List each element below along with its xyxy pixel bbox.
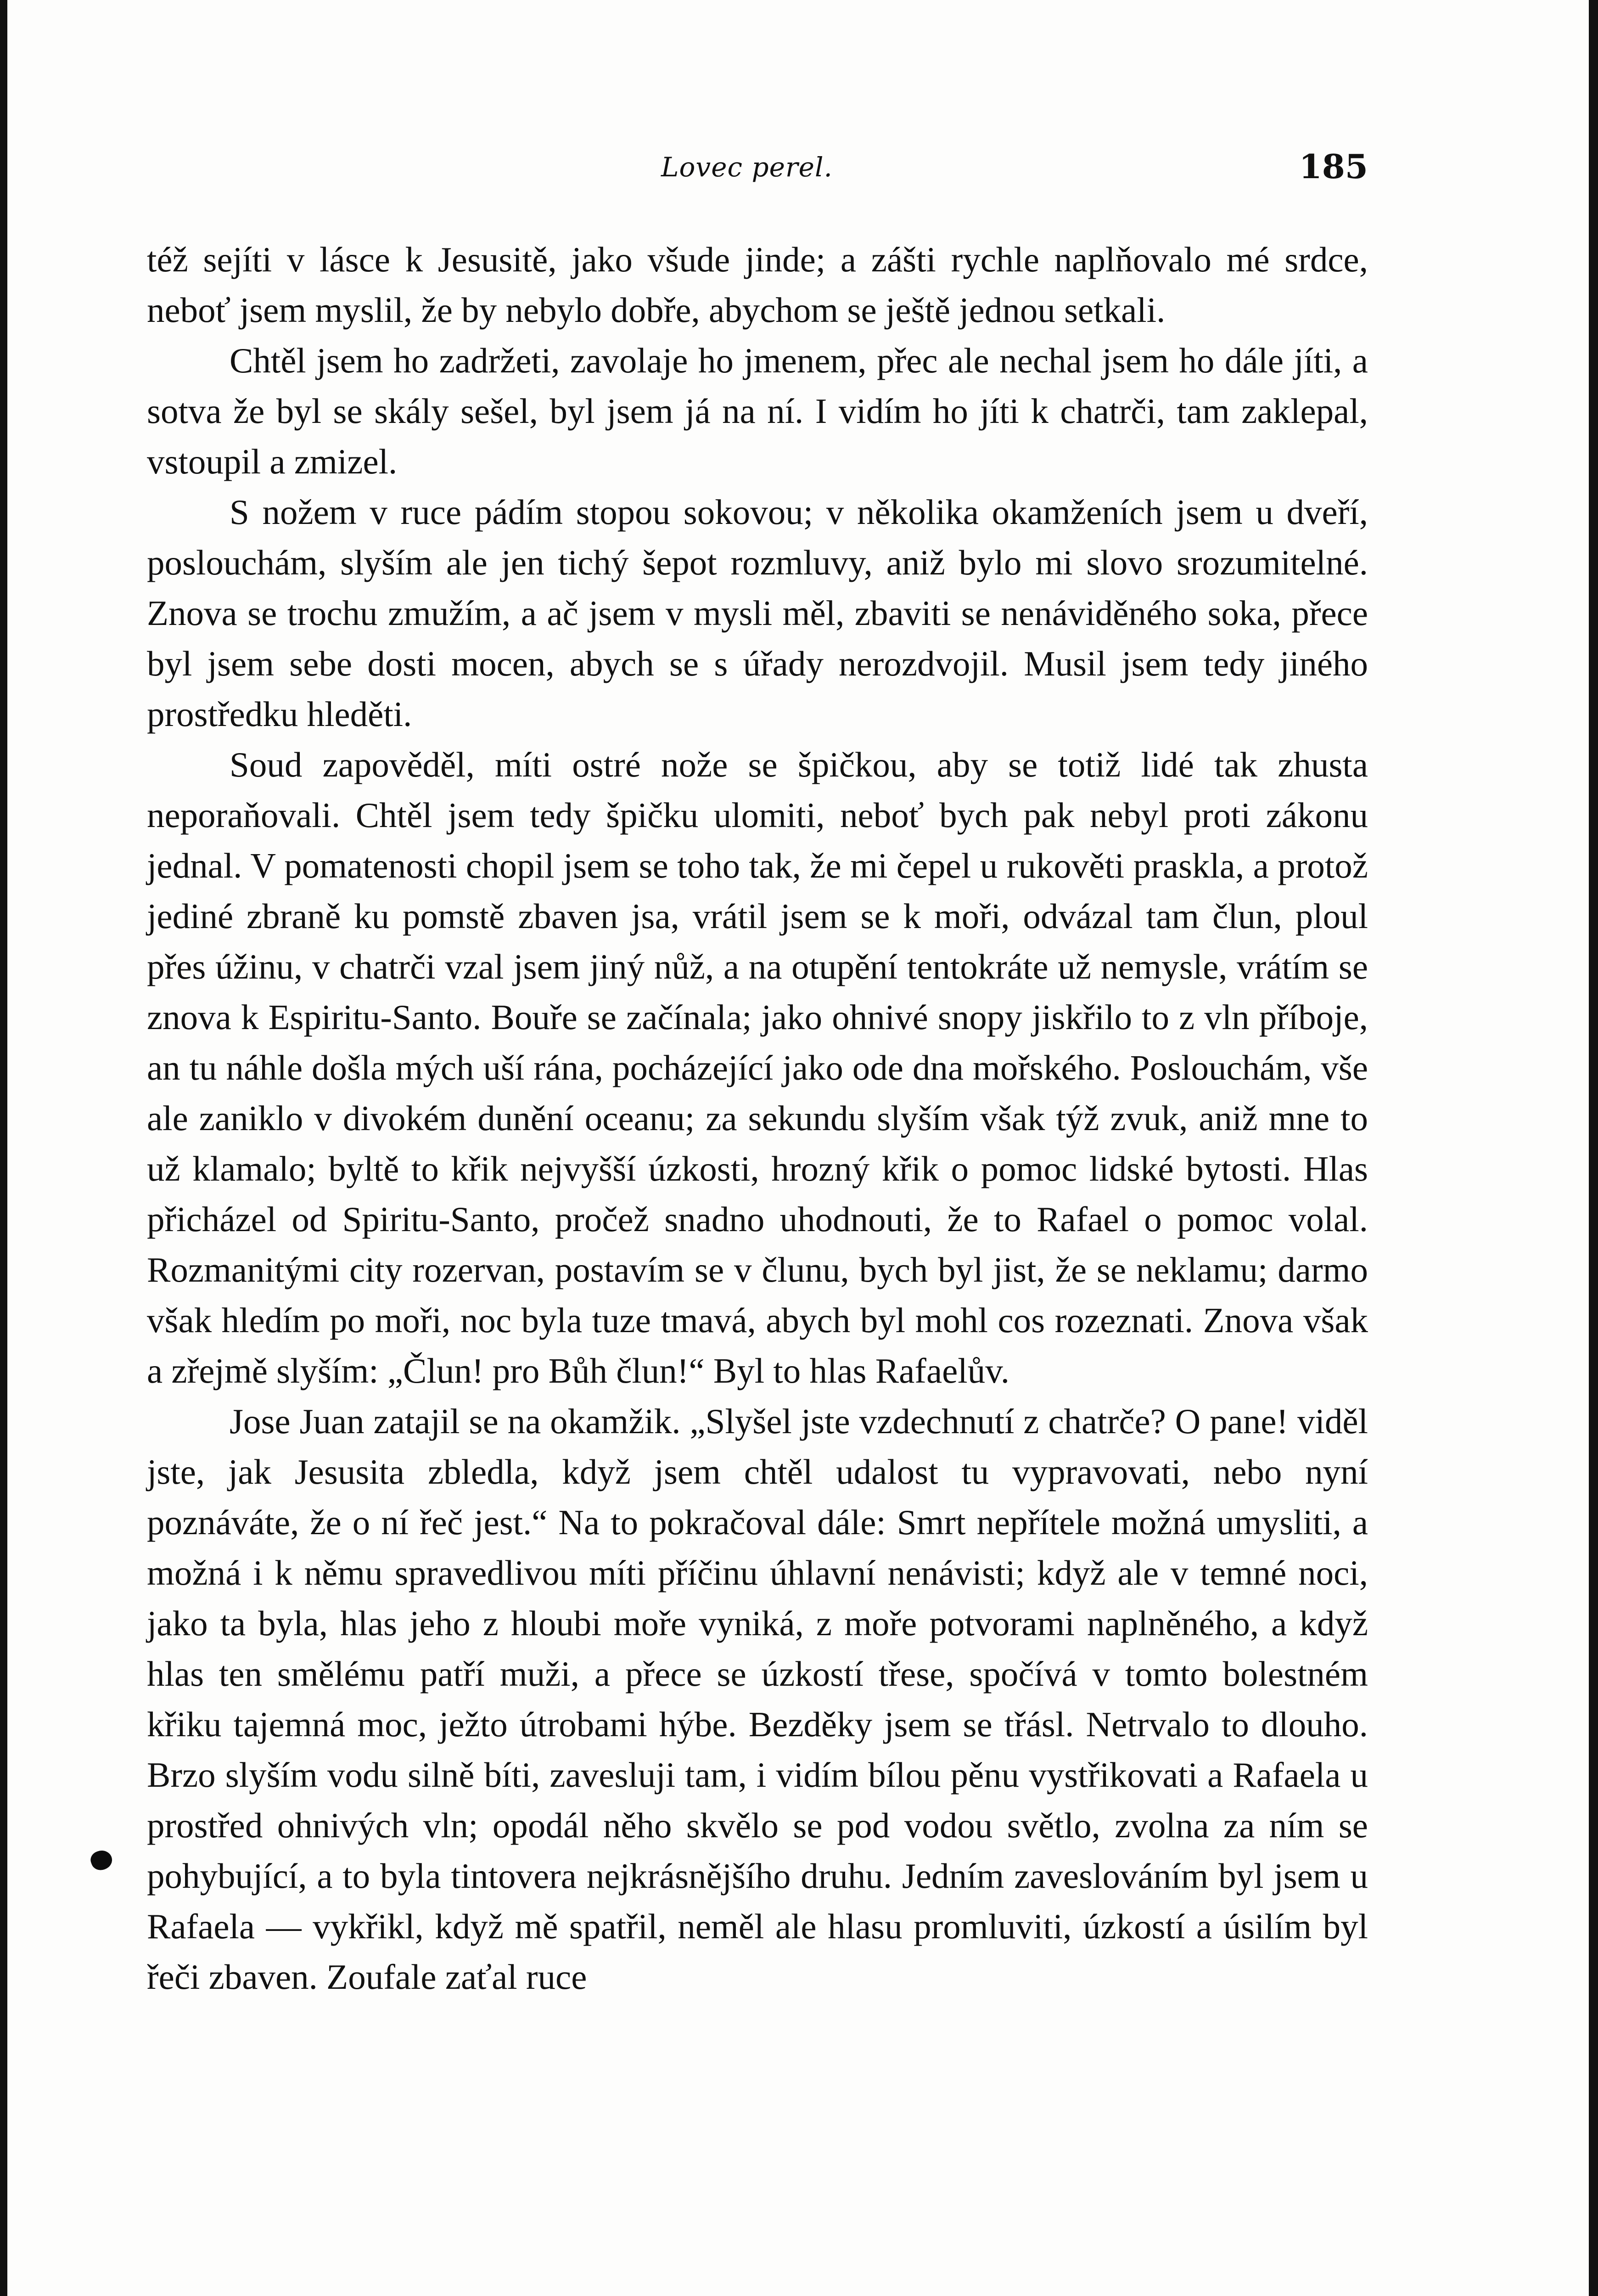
ink-blot-mark <box>88 1847 115 1873</box>
page-header <box>147 147 1368 202</box>
paragraph: Jose Juan zatajil se na okamžik. „Slyšel jste vzdechnutí z chatrče? O pane! viděl jste, jak Jesusita zbledla, když jsem chtěl udalost tu vypravovati, nebo nyní poznáváte, že o ní řeč jest.“ Na to pokračoval dále: Smrt nepřítele možná umysliti, a možná i k němu spravedlivou míti příčinu úhlavní nenávisti; když ale v temné noci, jako ta byla, hlas jeho z hloubi moře vyniká, z moře potvorami naplněného, a když hlas ten smělému patří muži, a přece se úzkostí třese, spočívá v tomto bolestném křiku tajemná moc, ježto útrobami hýbe. Bezděky jsem se třásl. Netrvalo to dlouho. Brzo slyším vodu silně bíti, zavesluji tam, i vidím bílou pěnu vystřikovati a Rafaela u prostřed ohnivých vln; opodál něho skvělo se pod vodou světlo, zvolna za ním se pohybující, a to byla tintovera nejkrásnějšího druhu. Jedním zaveslováním byl jsem u Rafaela — vykřikl, když mě spatřil, neměl ale hlasu promluviti, úzkostí a úsilím byl řeči zbaven. Zoufale zaťal ruce <box>147 1401 1368 1997</box>
scan-left-border <box>0 0 7 2296</box>
paragraph-continuation: též sejíti v lásce k Jesusitě, jako všude jinde; a zášti rychle naplňovalo mé srdce, neboť jsem myslil, že by nebylo dobře, abychom se ještě jednou setkali. <box>147 240 1368 330</box>
paragraph: Soud zapověděl, míti ostré nože se špičkou, aby se totiž lidé tak zhusta neporaňovali. Chtěl jsem tedy špičku ulomiti, neboť bych pak nebyl proti zákonu jednal. V pomatenosti chopil jsem se toho tak, že mi čepel u rukověti praskla, a protož jediné zbraně ku pomstě zbaven jsa, vrátil jsem se k moři, odvázal tam člun, ploul přes úžinu, v chatrči vzal jsem jiný nůž, a na otupění tentokráte už nemysle, vrátím se znova k Espiritu-Santo. Bouře se začínala; jako ohnivé snopy jiskřilo to z vln příboje, an tu náhle došla mých uší rána, pocházející jako ode dna mořského. Poslouchám, vše ale zaniklo v divokém dunění oceanu; za sekundu slyším však týž zvuk, aniž mne to už klamalo; byltě to křik nejvyšší úzkosti, hrozný křik o pomoc lidské bytosti. Hlas přicházel od Spiritu-Santo, pročež snadno uhodnouti, že to Rafael o pomoc volal. Rozmanitými city rozervan, postavím se v člunu, bych byl jist, že se neklamu; darmo však hledím po moři, noc byla tuze tmavá, abych byl mohl cos rozeznati. Znova však a zřejmě slyším: „Člun! pro Bůh člun!“ Byl to hlas Rafaelův. <box>147 745 1368 1390</box>
body-text <box>147 234 1368 2002</box>
scan-right-border <box>1589 0 1598 2296</box>
paragraph: S nožem v ruce pádím stopou sokovou; v několika okamženích jsem u dveří, poslouchám, slyším ale jen tichý šepot rozmluvy, aniž bylo mi slovo srozumitelné. Znova se trochu zmužím, a ač jsem v mysli měl, zbaviti se nenáviděného soka, přece byl jsem sebe dosti mocen, abych se s úřady nerozdvojil. Musil jsem tedy jiného prostředku hleděti. <box>147 492 1368 734</box>
page-number: 185 <box>1299 147 1368 186</box>
paragraph: Chtěl jsem ho zadržeti, zavolaje ho jmenem, přec ale nechal jsem ho dále jíti, a sotva že byl se skály sešel, byl jsem já na ní. I vidím ho jíti k chatrči, tam zaklepal, vstoupil a zmizel. <box>147 341 1368 481</box>
running-head: Lovec perel. <box>661 152 833 183</box>
